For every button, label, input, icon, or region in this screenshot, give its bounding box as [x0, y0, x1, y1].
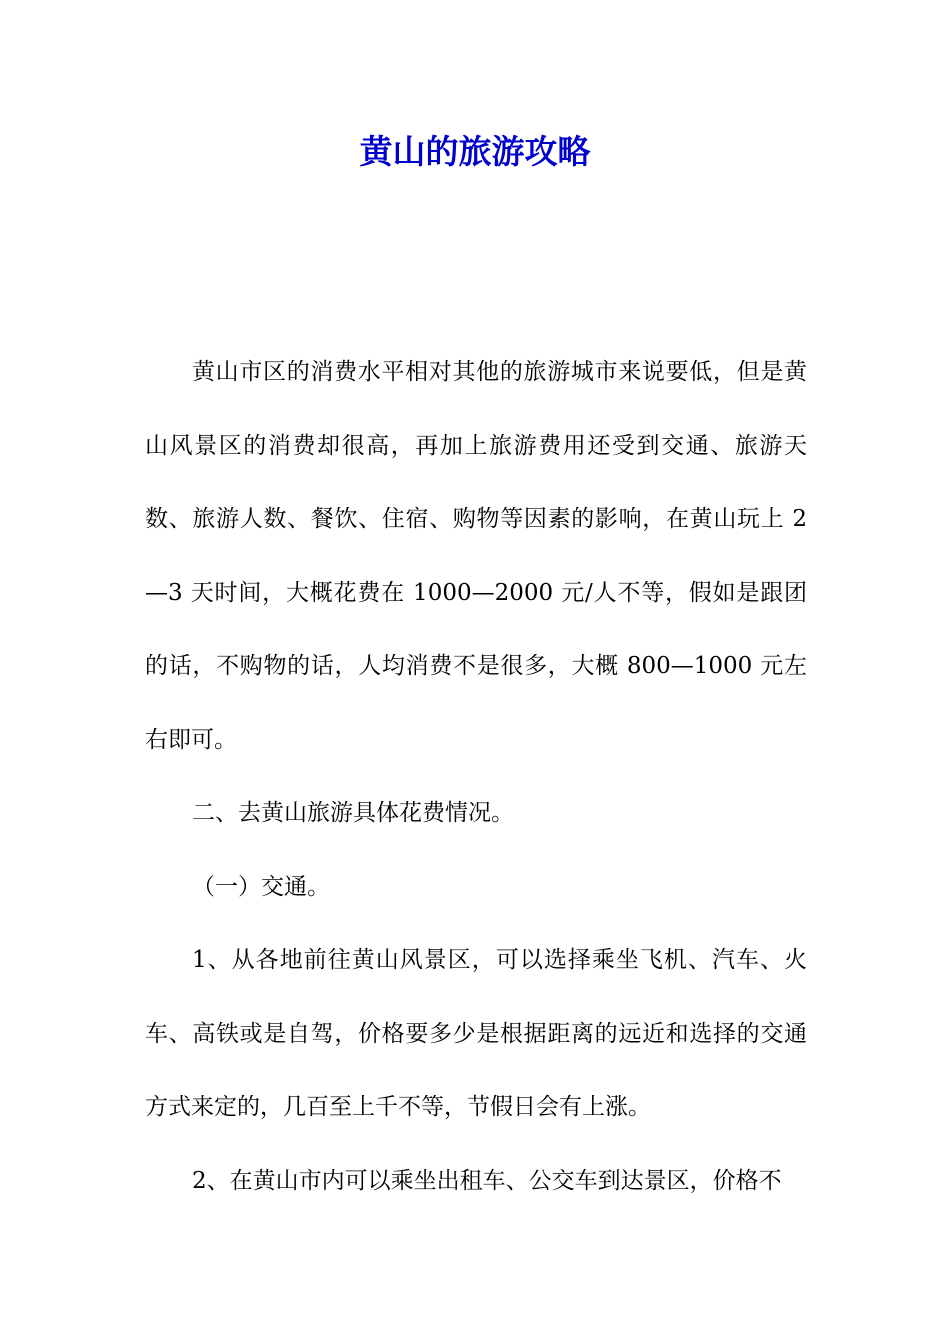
- paragraph-transport-1: 1、从各地前往黄山风景区，可以选择乘坐飞机、汽车、火车、高铁或是自驾，价格要多少是根据距离的远近和选择的交通方式来定的，几百至上千不等，节假日会有上涨。: [145, 947, 807, 1120]
- section-heading-costs: 二、去黄山旅游具体花费情况。: [192, 800, 514, 826]
- document-title: 黄山的旅游攻略: [359, 132, 591, 171]
- paragraph-consumption-overview: 黄山市区的消费水平相对其他的旅游城市来说要低，但是黄山风景区的消费却很高，再加上旅游费用还受到交通、旅游天数、旅游人数、餐饮、住宿、购物等因素的影响，在黄山玩上 2—3 天时间，大概花费在 1000—2000 元/人不等，假如是跟团的话，不购物的话，人均消费不是很多，大概 800—1000 元左右即可。: [145, 359, 807, 753]
- document-body: [145, 336, 807, 1218]
- paragraph-transport-2: 2、在黄山市内可以乘坐出租车、公交车到达景区，价格不: [192, 1167, 782, 1194]
- subsection-heading-transport: （一）交通。: [192, 873, 330, 900]
